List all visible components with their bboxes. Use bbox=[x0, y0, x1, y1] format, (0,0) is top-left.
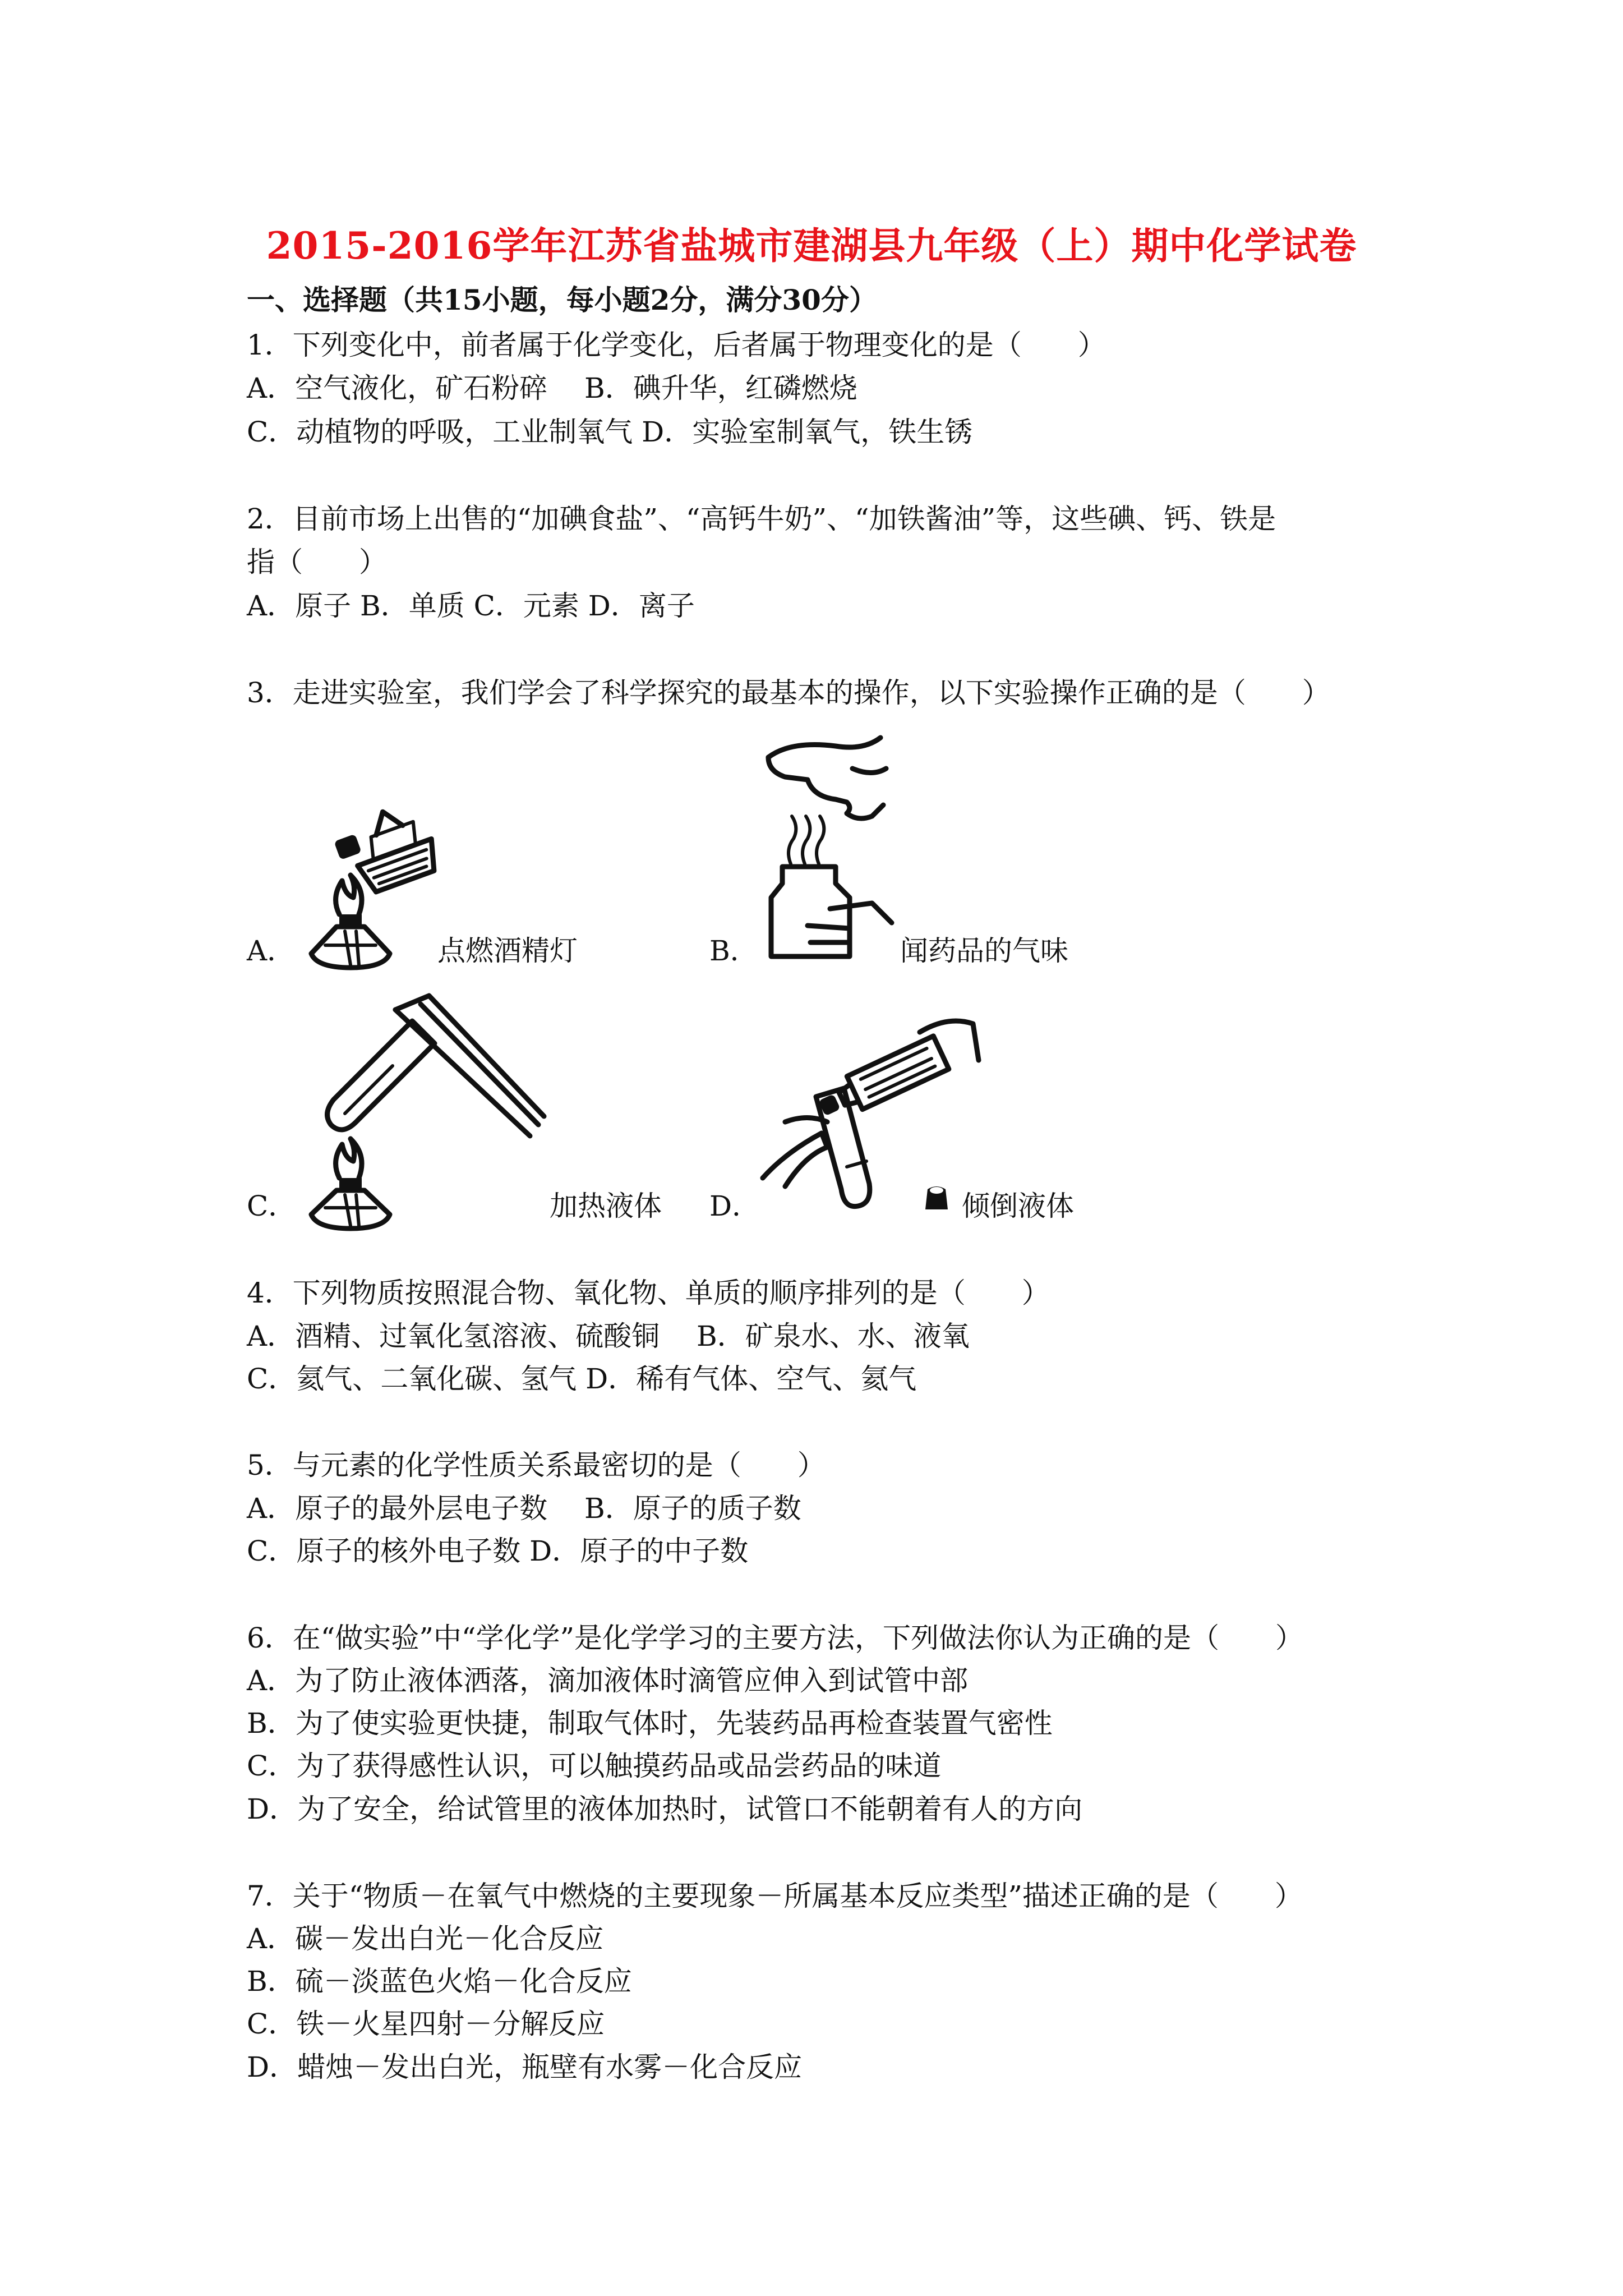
page-title: 2015-2016学年江苏省盐城市建湖县九年级（上）期中化学试卷 bbox=[266, 224, 1357, 268]
question-2-stem-cont: 指（ ） bbox=[247, 546, 387, 578]
question-5-stem: 5．与元素的化学性质关系最密切的是（ ） bbox=[247, 1449, 826, 1481]
question-7-option-d: D．蜡烛－发出白光，瓶壁有水雾－化合反应 bbox=[247, 2051, 803, 2083]
question-7-stem: 7．关于“物质－在氧气中燃烧的主要现象－所属基本反应类型”描述正确的是（ ） bbox=[247, 1880, 1303, 1912]
question-7-option-c: C．铁－火星四射－分解反应 bbox=[247, 2008, 605, 2040]
option-a-caption: 点燃酒精灯 bbox=[437, 935, 578, 967]
question-6-option-c: C．为了获得感性认识，可以触摸药品或品尝药品的味道 bbox=[247, 1750, 942, 1782]
question-5-options-ab: A．原子的最外层电子数 B．原子的质子数 bbox=[247, 1492, 801, 1525]
option-c-caption: 加热液体 bbox=[550, 1190, 662, 1222]
question-1-stem: 1．下列变化中，前者属于化学变化，后者属于物理变化的是（ ） bbox=[247, 329, 1106, 361]
question-5-options-cd: C．原子的核外电子数 D．原子的中子数 bbox=[247, 1535, 749, 1567]
alcohol-lamp-lighting-figure bbox=[292, 785, 449, 970]
question-1-options-ab: A．空气液化，矿石粉碎 B．碘升华，红磷燃烧 bbox=[247, 372, 857, 404]
question-6-option-a: A．为了防止液体洒落，滴加液体时滴管应伸入到试管中部 bbox=[247, 1664, 969, 1697]
question-7-option-a: A．碳－发出白光－化合反应 bbox=[247, 1922, 604, 1955]
question-6-option-b: B．为了使实验更快捷，制取气体时，先装药品再检查装置气密性 bbox=[247, 1707, 1053, 1740]
question-4-stem: 4．下列物质按照混合物、氧化物、单质的顺序排列的是（ ） bbox=[247, 1277, 1050, 1309]
question-4-options-ab: A．酒精、过氧化氢溶液、硫酸铜 B．矿泉水、水、液氧 bbox=[247, 1320, 970, 1352]
option-c-label: C． bbox=[247, 1190, 297, 1222]
question-6-option-d: D．为了安全，给试管里的液体加热时，试管口不能朝着有人的方向 bbox=[247, 1793, 1083, 1825]
option-b-caption: 闻药品的气味 bbox=[900, 935, 1068, 967]
question-4-options-cd: C．氦气、二氧化碳、氢气 D．稀有气体、空气、氦气 bbox=[247, 1363, 917, 1395]
question-3-stem: 3．走进实验室，我们学会了科学探究的最基本的操作，以下实验操作正确的是（ ） bbox=[247, 677, 1330, 709]
question-2-stem: 2．目前市场上出售的“加碘食盐”、“高钙牛奶”、“加铁酱油”等，这些碘、钙、铁是 bbox=[247, 503, 1276, 535]
smelling-bottle-figure bbox=[751, 724, 914, 965]
question-2-options: A．原子 B．单质 C．元素 D．离子 bbox=[247, 590, 695, 622]
option-a-label: A． bbox=[247, 935, 296, 967]
option-d-label: D． bbox=[709, 1190, 760, 1222]
section-heading: 一、选择题（共15小题，每小题2分，满分30分） bbox=[247, 283, 877, 316]
stopper-icon bbox=[920, 1182, 953, 1211]
option-d-caption: 倾倒液体 bbox=[962, 1190, 1074, 1222]
question-1-options-cd: C．动植物的呼吸，工业制氧气 D．实验室制氧气，铁生锈 bbox=[247, 416, 973, 448]
heating-liquid-figure bbox=[292, 984, 561, 1231]
question-6-stem: 6．在“做实验”中“学化学”是化学学习的主要方法，下列做法你认为正确的是（ ） bbox=[247, 1622, 1304, 1654]
option-b-label: B． bbox=[709, 935, 758, 967]
question-7-option-b: B．硫－淡蓝色火焰－化合反应 bbox=[247, 1965, 632, 1998]
